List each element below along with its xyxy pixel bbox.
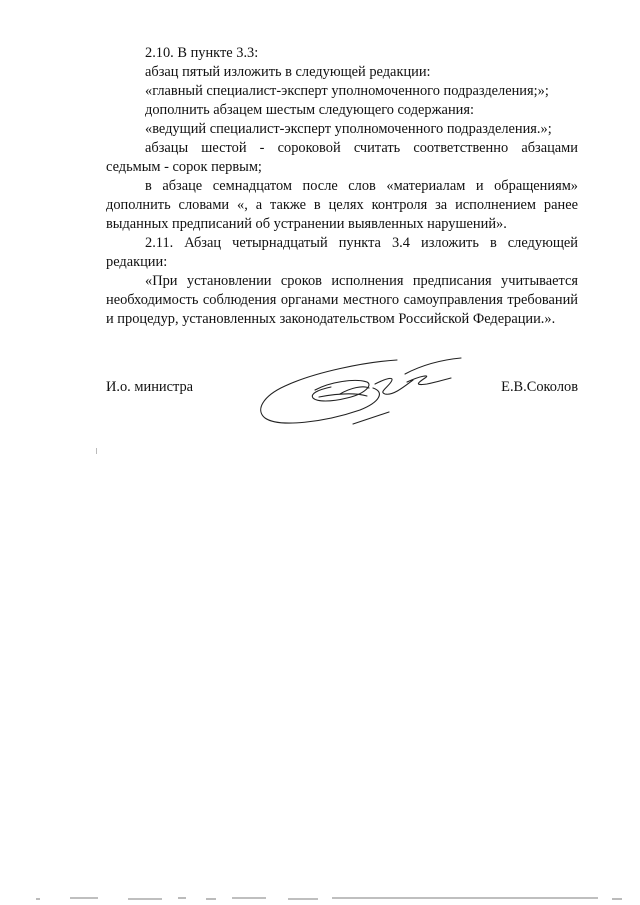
document-body xyxy=(106,44,578,329)
scan-artifact-line xyxy=(0,893,640,905)
paragraph-add-item-6: дополнить абзацем шестым следующего содержания: xyxy=(145,102,474,118)
paragraph-2-10-heading: 2.10. В пункте 3.3: xyxy=(145,45,259,61)
paragraph-item-6-text: «ведущий специалист-эксперт уполномоченного подразделения.»; xyxy=(145,121,552,137)
paragraph-2-11-text: «При установлении сроков исполнения предписания учитывается необходимость соблюдения органами местного самоуправления требований и процедур, установленных законодательством Российской Федерации.». xyxy=(106,273,578,327)
margin-mark xyxy=(96,448,97,454)
paragraph-2-11-heading: 2.11. Абзац четырнадцатый пункта 3.4 изложить в следующей редакции: xyxy=(106,235,578,270)
paragraph-item-5-instruction: абзац пятый изложить в следующей редакции: xyxy=(145,64,431,80)
paragraph-item-17-addition: в абзаце семнадцатом после слов «материалам и обращениям» дополнить словами «, а также в целях контроля за исполнением ранее выданных предписаний об устранении выявленных нарушений». xyxy=(106,178,578,232)
handwritten-signature xyxy=(255,352,470,430)
signer-name: Е.В.Соколов xyxy=(501,379,578,395)
signer-role: И.о. министра xyxy=(106,379,194,395)
paragraph-renumbering: абзацы шестой - сороковой считать соответственно абзацами седьмым - сорок первым; xyxy=(106,140,578,175)
paragraph-item-5-text: «главный специалист-эксперт уполномоченного подразделения;»; xyxy=(145,83,549,99)
